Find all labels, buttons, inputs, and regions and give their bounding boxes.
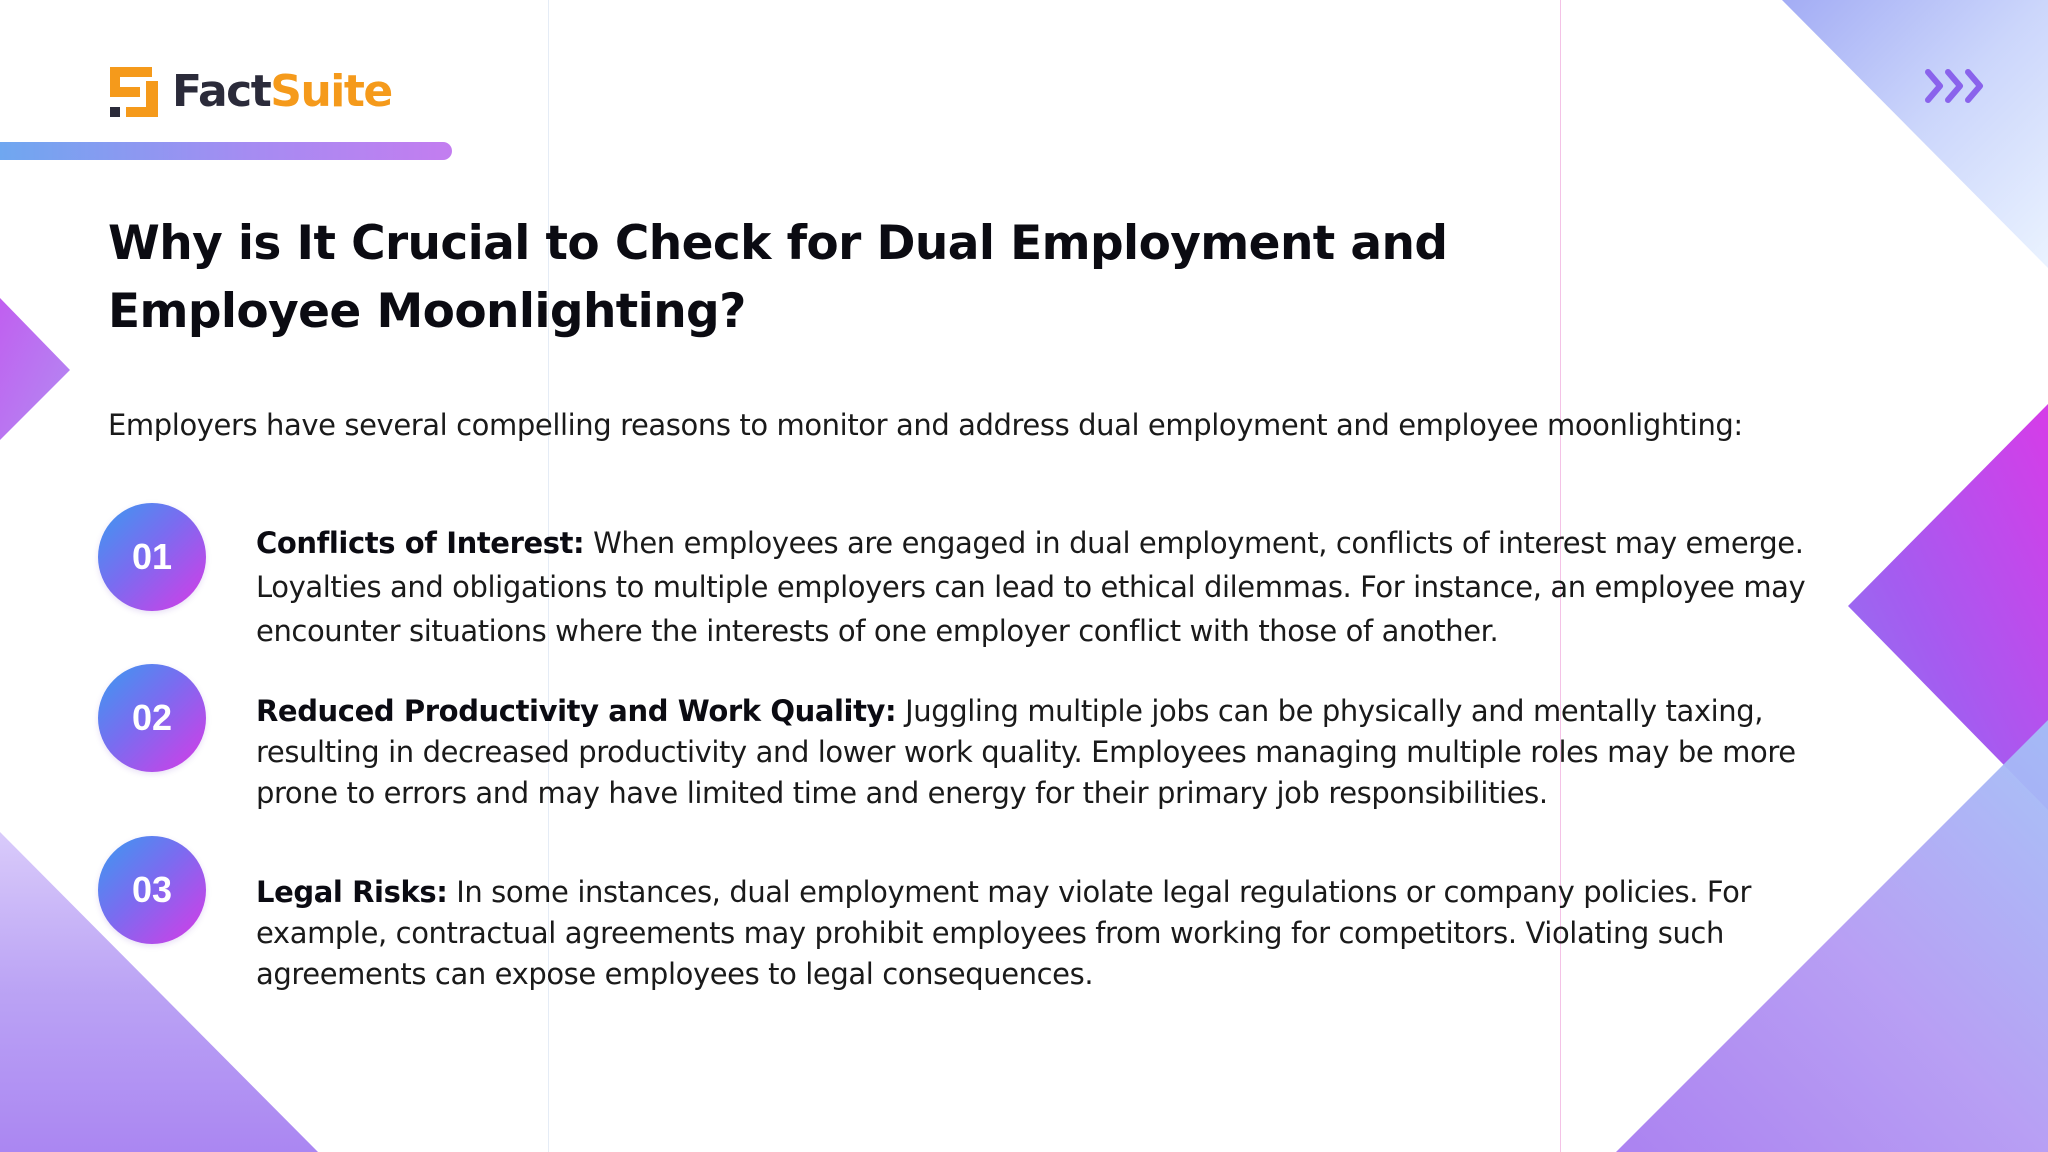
slide-intro: Employers have several compelling reasons to monitor and address dual employment and employee moonlighting: — [108, 408, 1743, 442]
top-right-shape — [1782, 0, 2048, 268]
factsuite-logo[interactable] — [110, 64, 392, 120]
left-mid-shape — [0, 298, 70, 440]
brand-name-part1: Fact — [172, 66, 271, 117]
list-item-body: In some instances, dual employment may violate legal regulations or company policies. For example, contractual agreements may prohibit employees from working for competitors. Violating such agreements can expose employees to legal consequences. — [256, 875, 1751, 991]
list-item — [256, 521, 1816, 653]
list-item — [256, 872, 1816, 995]
slide-title: Why is It Crucial to Check for Dual Employment and Employee Moonlighting? — [108, 216, 1448, 339]
factsuite-logo-mark-icon — [110, 67, 160, 117]
list-item-heading: Legal Risks: — [256, 875, 448, 909]
number-badge: 03 — [98, 836, 206, 944]
brand-name-part2: Suite — [270, 66, 392, 117]
number-badge: 01 — [98, 503, 206, 611]
list-item-body: When employees are engaged in dual employment, conflicts of interest may emerge. Loyalties and obligations to multiple employers can lead to ethical dilemmas. For instance, an employee may encounter situations where the interests of one employer conflict with those of another. — [256, 526, 1806, 648]
list-item-body: Juggling multiple jobs can be physically and mentally taxing, resulting in decreased productivity and lower work quality. Employees managing multiple roles may be more prone to errors and may have limited time and energy for their primary job responsibilities. — [256, 694, 1796, 810]
number-badge: 02 — [98, 664, 206, 772]
list-item-heading: Conflicts of Interest: — [256, 526, 585, 560]
list-item — [256, 691, 1816, 814]
brand-name — [172, 64, 392, 120]
list-item-heading: Reduced Productivity and Work Quality: — [256, 694, 897, 728]
right-mid-shape — [1848, 404, 2048, 810]
triple-chevron-right-icon[interactable] — [1924, 66, 1990, 111]
header-accent-bar — [0, 142, 452, 160]
